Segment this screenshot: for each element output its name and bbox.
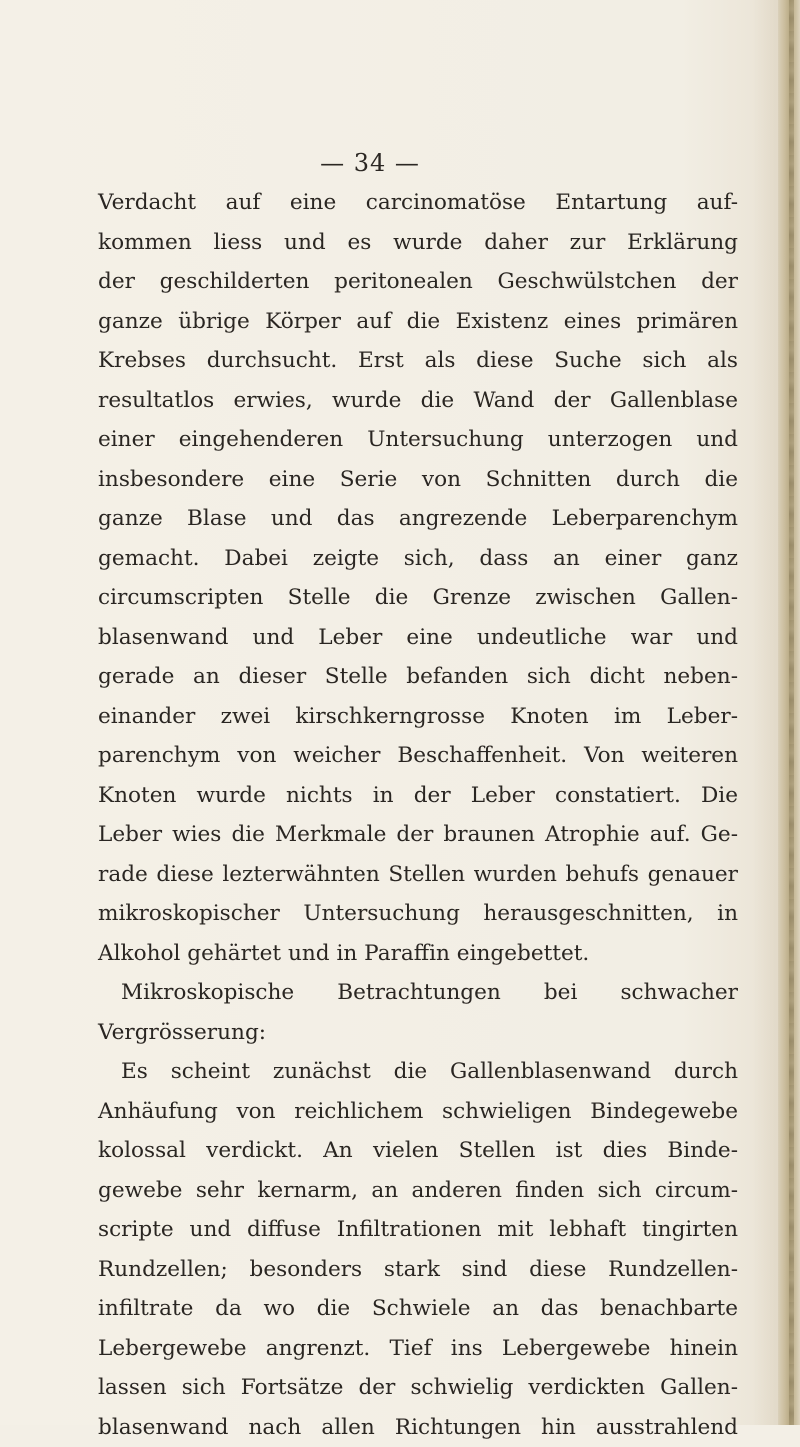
text-line: einander zwei kirschkerngrosse Knoten im Leber- bbox=[98, 697, 738, 737]
text-line: parenchym von weicher Beschaffenheit. Von weiteren bbox=[98, 736, 738, 776]
text-line: Verdacht auf eine carcinomatöse Entartung auf- bbox=[98, 183, 738, 223]
text-line: Knoten wurde nichts in der Leber constatiert. Die bbox=[98, 776, 738, 816]
text-line: rade diese lezterwähnten Stellen wurden behufs genauer bbox=[98, 855, 738, 895]
text-line: ganze übrige Körper auf die Existenz eines primären bbox=[98, 302, 738, 342]
text-line: kommen liess und es wurde daher zur Erklärung bbox=[98, 223, 738, 263]
text-line: infiltrate da wo die Schwiele an das benachbarte bbox=[98, 1289, 738, 1329]
text-line: Vergrösserung: bbox=[98, 1013, 738, 1053]
text-line: gewebe sehr kernarm, an anderen finden sich circum- bbox=[98, 1171, 738, 1211]
text-line: der geschilderten peritonealen Geschwülstchen der bbox=[98, 262, 738, 302]
page-edge-texture bbox=[789, 0, 794, 1425]
text-line: Rundzellen; besonders stark sind diese Rundzellen- bbox=[98, 1250, 738, 1290]
body-text bbox=[98, 183, 738, 1447]
text-line: gerade an dieser Stelle befanden sich dicht neben- bbox=[98, 657, 738, 697]
text-line: Anhäufung von reichlichem schwieligen Bindegewebe bbox=[98, 1092, 738, 1132]
text-line: Mikroskopische Betrachtungen bei schwacher bbox=[98, 973, 738, 1013]
text-line: Leber wies die Merkmale der braunen Atrophie auf. Ge- bbox=[98, 815, 738, 855]
text-line: circumscripten Stelle die Grenze zwischen Gallen- bbox=[98, 578, 738, 618]
text-line: Krebses durchsucht. Erst als diese Suche sich als bbox=[98, 341, 738, 381]
text-line: resultatlos erwies, wurde die Wand der Gallenblase bbox=[98, 381, 738, 421]
text-line: ganze Blase und das angrezende Leberparenchym bbox=[98, 499, 738, 539]
text-line: blasenwand nach allen Richtungen hin ausstrahlend bbox=[98, 1408, 738, 1447]
text-line: insbesondere eine Serie von Schnitten durch die bbox=[98, 460, 738, 500]
text-line: kolossal verdickt. An vielen Stellen ist dies Binde- bbox=[98, 1131, 738, 1171]
text-line: einer eingehenderen Untersuchung unterzogen und bbox=[98, 420, 738, 460]
text-line: scripte und diffuse Infiltrationen mit lebhaft tingirten bbox=[98, 1210, 738, 1250]
text-line: gemacht. Dabei zeigte sich, dass an einer ganz bbox=[98, 539, 738, 579]
text-line: lassen sich Fortsätze der schwielig verdickten Gallen- bbox=[98, 1368, 738, 1408]
page-number: — 34 — bbox=[0, 149, 770, 177]
text-line: blasenwand und Leber eine undeutliche war und bbox=[98, 618, 738, 658]
text-line: Es scheint zunächst die Gallenblasenwand durch bbox=[98, 1052, 738, 1092]
text-line: Alkohol gehärtet und in Paraffin eingebettet. bbox=[98, 934, 738, 974]
text-line: mikroskopischer Untersuchung herausgeschnitten, in bbox=[98, 894, 738, 934]
text-line: Lebergewebe angrenzt. Tief ins Lebergewebe hinein bbox=[98, 1329, 738, 1369]
